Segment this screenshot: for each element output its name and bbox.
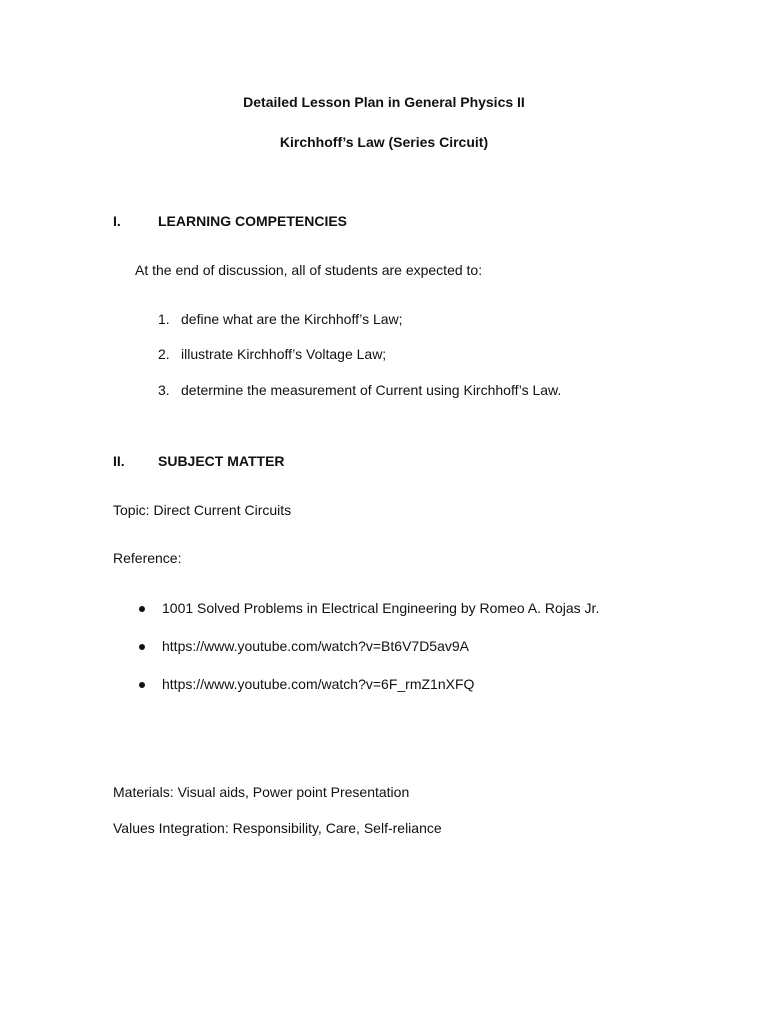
section-2-heading: SUBJECT MATTER <box>158 453 285 469</box>
competency-1-text: define what are the Kirchhoff’s Law; <box>181 311 403 327</box>
bullet-icon <box>139 644 145 650</box>
reference-item-3: https://www.youtube.com/watch?v=6F_rmZ1nXFQ <box>162 676 475 692</box>
reference-label: Reference: <box>113 550 182 566</box>
competency-2-text: illustrate Kirchhoff’s Voltage Law; <box>181 346 387 362</box>
section-1-heading: LEARNING COMPETENCIES <box>158 213 348 229</box>
section-1-number: I. <box>113 213 121 229</box>
bullet-icon <box>139 682 145 688</box>
bullet-icon <box>139 606 145 612</box>
competency-3-text: determine the measurement of Current using Kirchhoff’s Law. <box>181 382 562 398</box>
competency-2-number: 2. <box>158 346 170 362</box>
reference-item-1: 1001 Solved Problems in Electrical Engineering by Romeo A. Rojas Jr. <box>162 600 600 616</box>
competency-3-number: 3. <box>158 382 170 398</box>
section-1-intro: At the end of discussion, all of students are expected to: <box>135 262 483 278</box>
values-line: Values Integration: Responsibility, Care, Self-reliance <box>113 820 442 836</box>
document-title: Detailed Lesson Plan in General Physics II <box>243 94 525 110</box>
section-2-number: II. <box>113 453 125 469</box>
competency-1-number: 1. <box>158 311 170 327</box>
document-subtitle: Kirchhoff’s Law (Series Circuit) <box>279 134 489 150</box>
reference-item-2: https://www.youtube.com/watch?v=Bt6V7D5av9A <box>162 638 469 654</box>
materials-line: Materials: Visual aids, Power point Presentation <box>113 784 410 800</box>
topic-line: Topic: Direct Current Circuits <box>113 502 292 518</box>
